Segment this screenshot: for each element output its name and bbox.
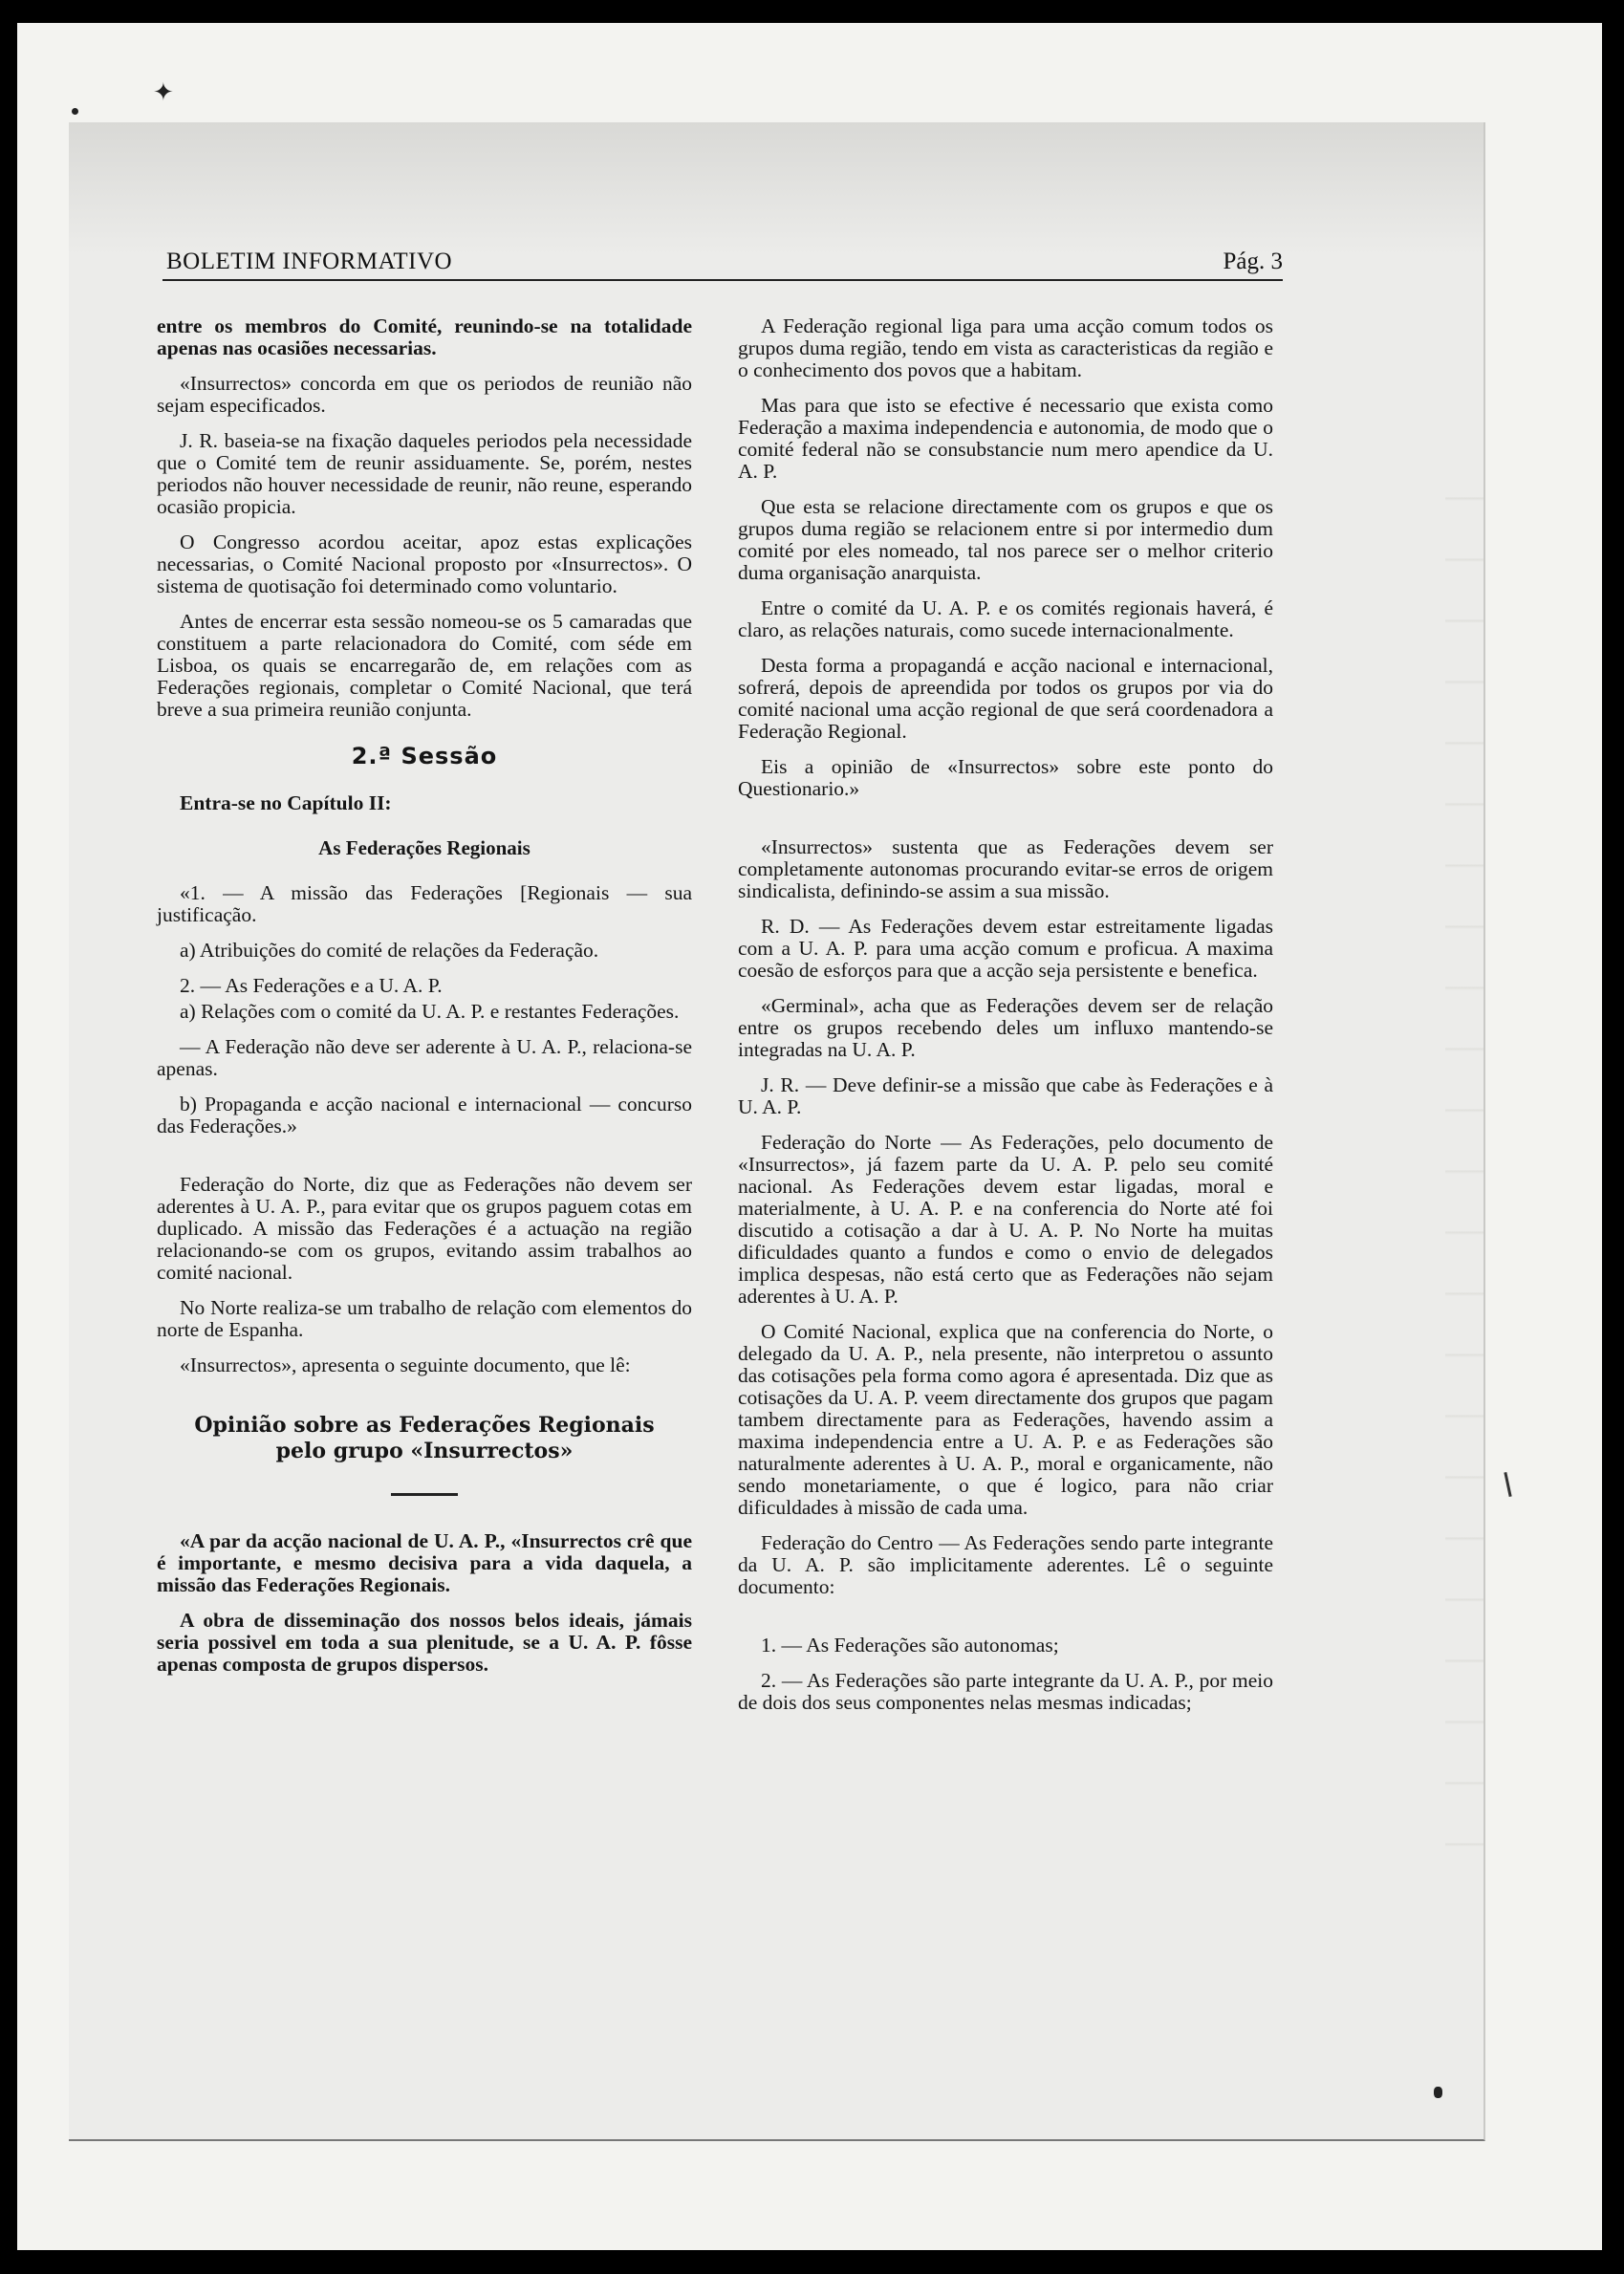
scan-edge-artifact — [1445, 440, 1483, 1893]
paragraph: Federação do Centro — As Federações sendo parte integrante da U. A. P. são implicitamente aderentes. Lê o seguinte documento: — [738, 1531, 1273, 1598]
chapter-intro: Entra-se no Capítulo II: — [180, 791, 392, 814]
paragraph: «Insurrectos», apresenta o seguinte documento, que lê: — [180, 1354, 631, 1376]
list-item: b) Propaganda e acção nacional e internacional — concurso das Federações.» — [157, 1093, 692, 1137]
paragraph: O Congresso acordou aceitar, apoz estas explicações necessarias, o Comité Nacional proposto por «Insurrectos». O sistema de quotisação foi determinado como voluntario. — [157, 531, 692, 597]
paragraph: J. R. baseia-se na fixação daqueles periodos pela necessidade que o Comité tem de reunir assiduamente. Se, porém, nestes periodos não houver necessidade de reunir, não reune, esperando ocasião propicia. — [157, 429, 692, 518]
paragraph: O Comité Nacional, explica que na conferencia do Norte, o delegado da U. A. P., nela presente, não interpretou o assunto das cotisações pela forma como agora é apresentada. Diz que as cotisações da U. A. P. veem directamente dos grupos que pagam tambem directamente para as Federações, havendo assim a maxima independencia entre a U. A. P. e as Federações são naturalmente aderentes à U. A. P., moral e organicamente, não sendo monetariamente, o que é logico, para não criar dificuldades à missão de cada uma. — [738, 1320, 1273, 1519]
page-header — [162, 241, 1283, 281]
paragraph: Federação do Norte, diz que as Federações não devem ser aderentes à U. A. P., para evitar que os grupos paguem cotas em duplicado. A missão das Federações é a actuação na região relacionando-se com os grupos, evitando assim trabalhos ao comité nacional. — [157, 1173, 692, 1284]
paragraph: No Norte realiza-se um trabalho de relação com elementos do norte de Espanha. — [157, 1296, 692, 1341]
paragraph: R. D. — As Federações devem estar estreitamente ligadas com a U. A. P. para uma acção comum e proficua. A maxima coesão de esforços para que a acção seja persistente e benefica. — [738, 915, 1273, 982]
paragraph: Desta forma a propagandá e acção nacional e internacional, sofrerá, depois de apreendida por todos os grupos por via do comité nacional uma acção regional de que será coordenadora a Federação Regional. — [738, 654, 1273, 743]
list-item: 2. — As Federações são parte integrante da U. A. P., por meio de dois dos seus componentes nelas mesmas indicadas; — [738, 1669, 1273, 1714]
divider — [391, 1493, 458, 1496]
paragraph: Eis a opinião de «Insurrectos» sobre este ponto do Questionario.» — [738, 755, 1273, 800]
section-heading: As Federações Regionais — [318, 836, 531, 859]
ink-dot — [72, 108, 78, 115]
document-title-line: Opinião sobre as Federações Regionais — [194, 1413, 655, 1438]
list-item: a) Atribuições do comité de relações da Federação. — [180, 939, 599, 962]
paragraph: Mas para que isto se efective é necessario que exista como Federação a maxima independencia e autonomia, de modo que o comité federal não se consubstancie num mero apendice da U. A. P. — [738, 394, 1273, 483]
paragraph: «Germinal», acha que as Federações devem ser de relação entre os grupos recebendo deles um influxo mantendo-se integradas na U. A. P. — [738, 994, 1273, 1061]
list-item: a) Relações com o comité da U. A. P. e restantes Federações. — [180, 1000, 680, 1023]
list-item: 2. — As Federações e a U. A. P. — [180, 974, 443, 997]
right-column — [738, 315, 1273, 1727]
paragraph: A obra de disseminação dos nossos belos ideais, jámais seria possivel em toda a sua plenitude, se a U. A. P. fôsse apenas composta de grupos dispersos. — [157, 1609, 692, 1676]
paragraph: Federação do Norte — As Federações, pelo documento de «Insurrectos», já fazem parte da U. A. P. pelo seu comité nacional. As Federações devem estar ligadas, moral e materialmente, à U. A. P. e na conferencia do Norte até foi discutido a cotisação a dar à U. A. P. No Norte ha muitas dificuldades quanto a fundos e como o envio de delegados implica despesas, não está certo que as Federações não sejam aderentes à U. A. P. — [738, 1131, 1273, 1308]
paragraph: «Insurrectos» sustenta que as Federações devem ser completamente autonomas procurando evitar-se erros de origem sindicalista, definindo-se assim a sua missão. — [738, 835, 1273, 902]
paragraph: J. R. — Deve definir-se a missão que cabe às Federações e à U. A. P. — [738, 1073, 1273, 1118]
paragraph: Entre o comité da U. A. P. e os comités regionais haverá, é claro, as relações naturais, como sucede internacionalmente. — [738, 596, 1273, 641]
list-item: «1. — A missão das Federações [Regionais — sua justificação. — [157, 881, 692, 926]
document-title — [157, 1413, 692, 1464]
ink-dot-bottom — [1434, 2087, 1442, 2098]
list-item: 1. — As Federações são autonomas; — [761, 1634, 1059, 1657]
paragraph: Antes de encerrar esta sessão nomeou-se os 5 camaradas que constituem a parte relacionadora do Comité, com séde em Lisboa, os quais se encarregarão de, em relações com as Federações regionais, completar o Comité Nacional, que terá breve a sua primeira reunião conjunta. — [157, 610, 692, 721]
session-heading: 2.ª Sessão — [351, 743, 498, 769]
paragraph: entre os membros do Comité, reunindo-se na totalidade apenas nas ocasiões necessarias. — [157, 314, 692, 359]
scan-shadow — [69, 122, 1483, 256]
paragraph: «A par da acção nacional de U. A. P., «Insurrectos crê que é importante, e mesmo decisiva para a vida daquela, a missão das Federações Regionais. — [157, 1529, 692, 1596]
paragraph: Que esta se relacione directamente com os grupos e que os grupos duma região se relacionem entre si por intermedio dum comité por eles nomeado, tal nos parece ser o melhor criterio duma organisação anarquista. — [738, 495, 1273, 584]
paragraph: «Insurrectos» concorda em que os periodos de reunião não sejam especificados. — [157, 372, 692, 417]
paragraph: A Federação regional liga para uma acção comum todos os grupos duma região, tendo em vista as caracteristicas da região e o conhecimento dos povos que a habitam. — [738, 314, 1273, 381]
page-number: Pág. 3 — [1223, 249, 1283, 274]
list-item: — A Federação não deve ser aderente à U. A. P., relaciona-se apenas. — [157, 1035, 692, 1080]
left-column — [157, 315, 692, 1689]
document-title-line: pelo grupo «Insurrectos» — [275, 1439, 574, 1463]
ink-mark: ✦ — [153, 78, 174, 106]
publication-title: BOLETIM INFORMATIVO — [166, 249, 453, 274]
